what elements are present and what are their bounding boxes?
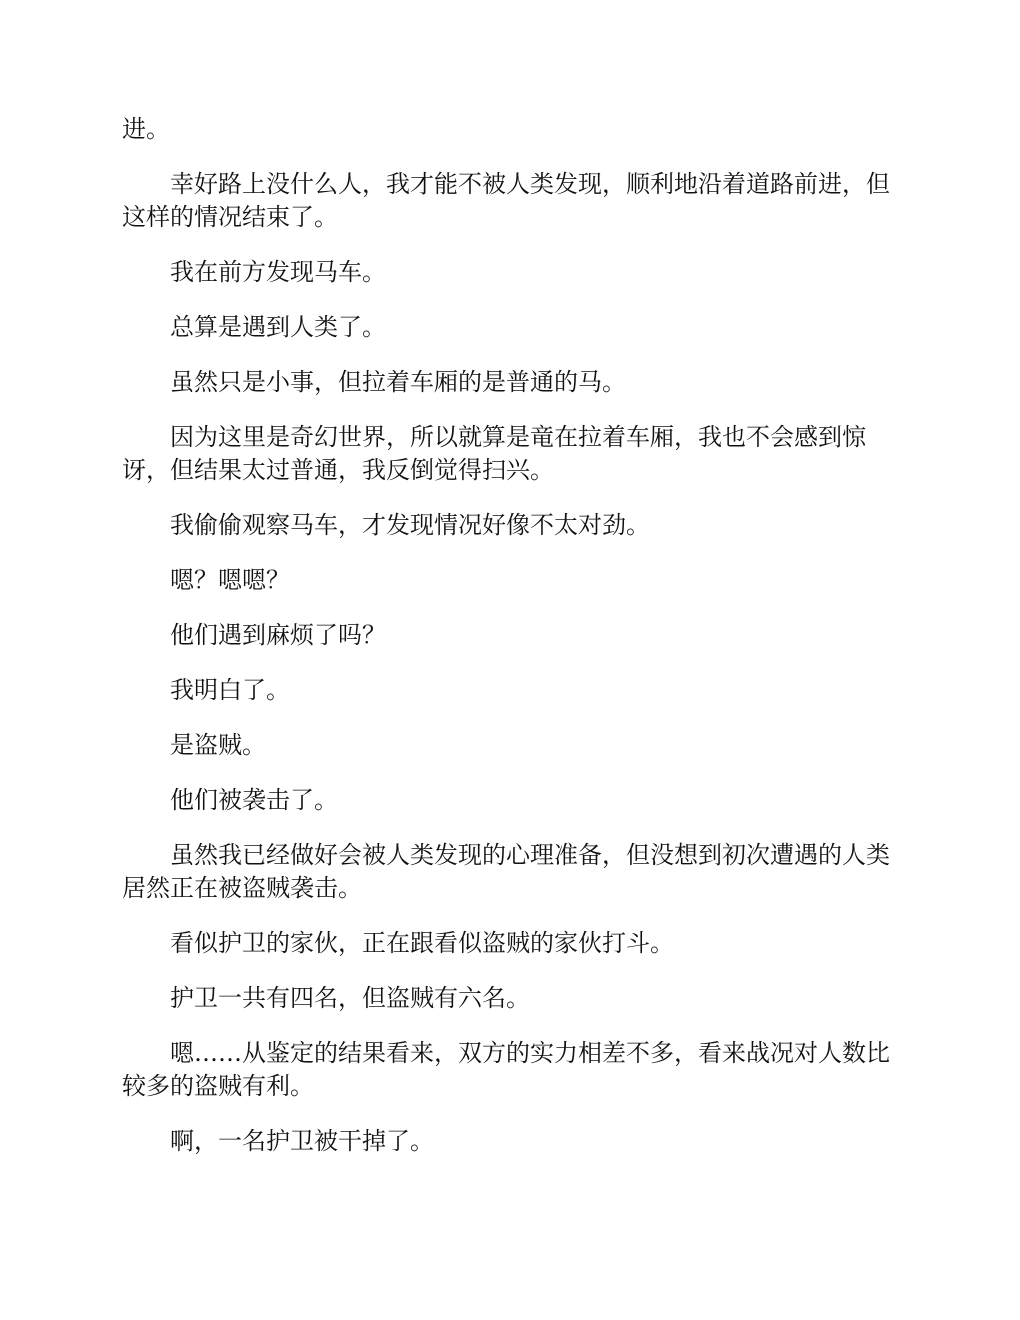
paragraph: 进。 <box>122 115 170 143</box>
paragraph: 因为这里是奇幻世界，所以就算是竜在拉着车厢，我也不会感到惊讶，但结果太过普通，我反倒觉得扫兴。 <box>122 423 866 484</box>
paragraph: 幸好路上没什么人，我才能不被人类发现，顺利地沿着道路前进，但这样的情况结束了。 <box>122 170 890 231</box>
paragraph: 嗯……从鉴定的结果看来，双方的实力相差不多，看来战况对人数比较多的盗贼有利。 <box>122 1039 890 1100</box>
paragraph: 是盗贼。 <box>170 731 266 759</box>
paragraph: 虽然我已经做好会被人类发现的心理准备，但没想到初次遭遇的人类居然正在被盗贼袭击。 <box>122 841 890 902</box>
page-text <box>122 113 902 1180</box>
paragraph: 我在前方发现马车。 <box>170 258 386 286</box>
paragraph: 他们被袭击了。 <box>170 786 338 814</box>
paragraph: 虽然只是小事，但拉着车厢的是普通的马。 <box>170 368 626 396</box>
paragraph: 我明白了。 <box>170 676 290 704</box>
paragraph: 看似护卫的家伙，正在跟看似盗贼的家伙打斗。 <box>170 929 674 957</box>
paragraph: 我偷偷观察马车，才发现情况好像不太对劲。 <box>170 511 650 539</box>
paragraph: 啊，一名护卫被干掉了。 <box>170 1127 434 1155</box>
paragraph: 他们遇到麻烦了吗？ <box>170 621 386 649</box>
paragraph: 护卫一共有四名，但盗贼有六名。 <box>170 984 530 1012</box>
paragraph: 嗯？嗯嗯？ <box>170 566 290 594</box>
paragraph: 总算是遇到人类了。 <box>170 313 386 341</box>
